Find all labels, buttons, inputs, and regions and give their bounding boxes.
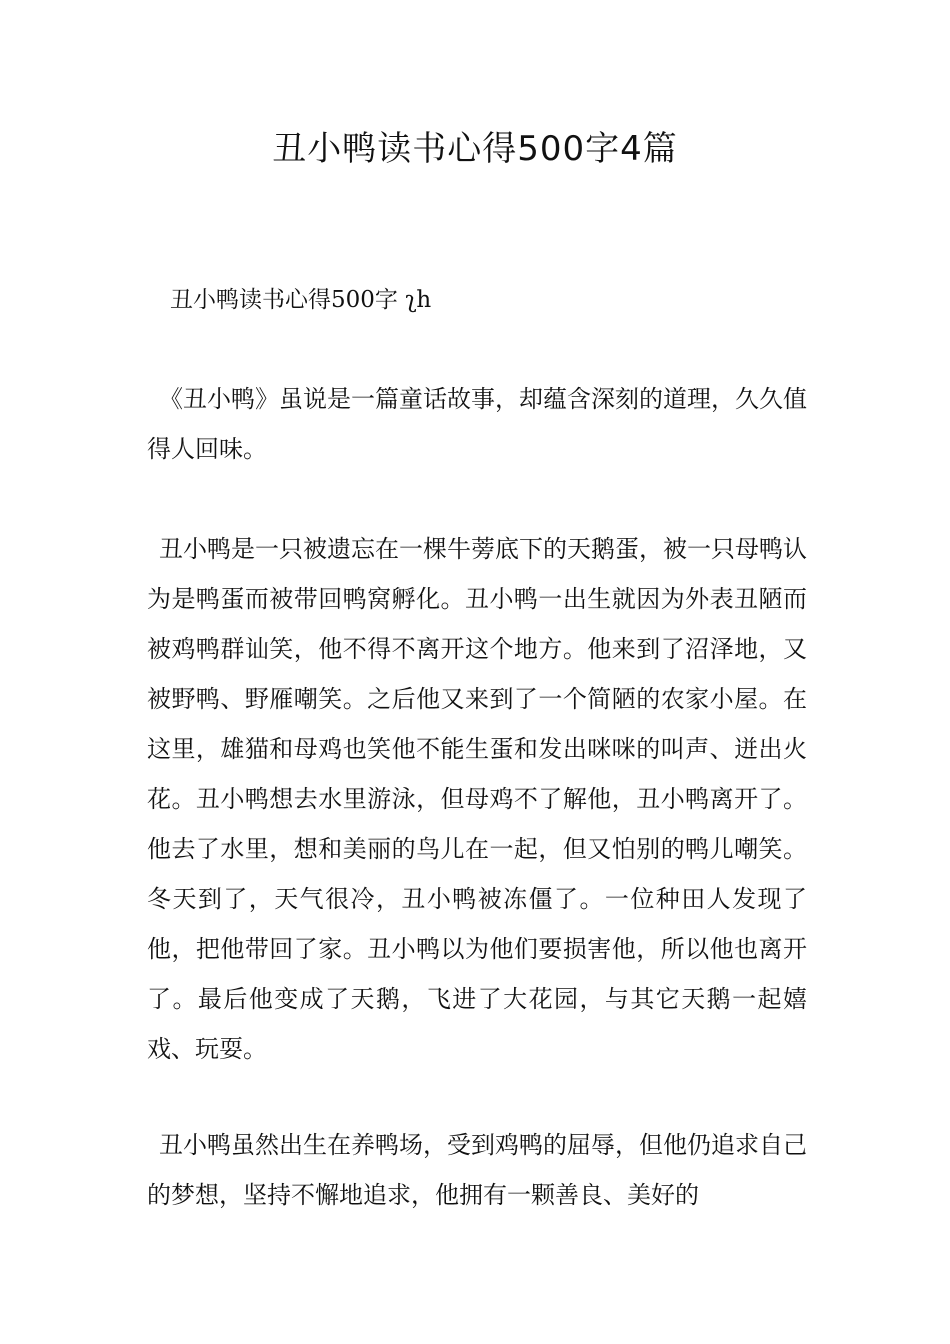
paragraph-intro: 《丑小鸭》虽说是一篇童话故事，却蕴含深刻的道理，久久值得人回味。 [147, 385, 807, 463]
section-heading: 丑小鸭读书心得500字 ʅh [170, 287, 432, 313]
document-title: 丑小鸭读书心得500字4篇 [272, 129, 678, 169]
paragraph-reflection: 丑小鸭虽然出生在养鸭场，受到鸡鸭的屈辱，但他仍追求自己的梦想，坚持不懈地追求，他拥有一颗善良、美好的 [147, 1131, 807, 1209]
paragraph-story-summary: 丑小鸭是一只被遗忘在一棵牛蒡底下的天鹅蛋，被一只母鸭认为是鸭蛋而被带回鸭窝孵化。丑小鸭一出生就因为外表丑陋而被鸡鸭群讪笑，他不得不离开这个地方。他来到了沼泽地，又被野鸭、野雁嘲笑。之后他又来到了一个简陋的农家小屋。在这里，雄猫和母鸡也笑他不能生蛋和发出咪咪的叫声、迸出火花。丑小鸭想去水里游泳，但母鸡不了解他，丑小鸭离开了。他去了水里，想和美丽的鸟儿在一起，但又怕别的鸭儿嘲笑。冬天到了，天气很冷，丑小鸭被冻僵了。一位种田人发现了他，把他带回了家。丑小鸭以为他们要损害他，所以他也离开了。最后他变成了天鹅，飞进了大花园，与其它天鹅一起嬉戏、玩耍。 [147, 535, 807, 1063]
